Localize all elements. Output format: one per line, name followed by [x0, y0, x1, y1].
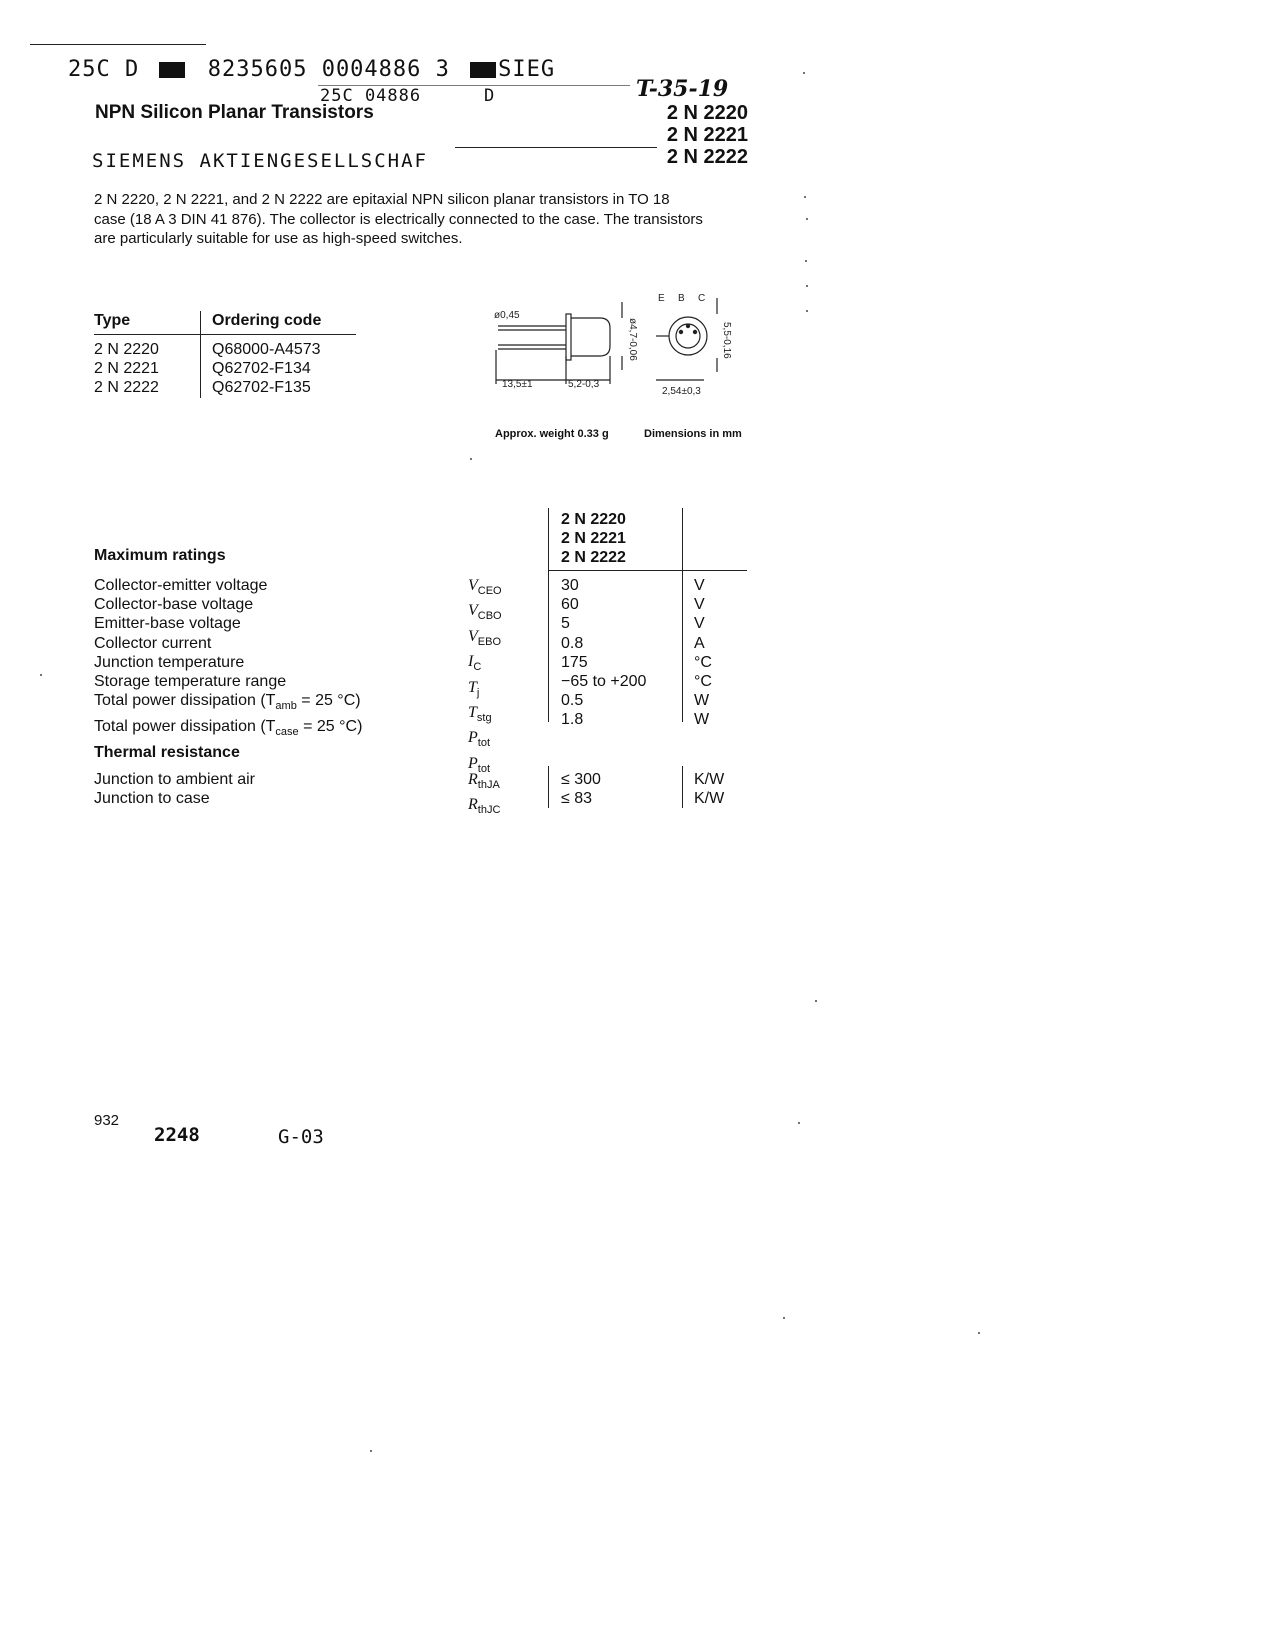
scan-speck	[370, 1450, 372, 1452]
to18-package-drawing	[488, 288, 750, 406]
scan-speck	[806, 218, 808, 220]
scan-speck	[805, 260, 807, 262]
footer-code: 2248	[154, 1124, 200, 1146]
rating-label: Collector-emitter voltage	[94, 577, 268, 594]
doc-code-part3: SIEG	[498, 57, 556, 82]
scan-speck	[40, 674, 42, 676]
max-ratings-title: Maximum ratings	[94, 547, 226, 564]
thermal-value: ≤ 83	[561, 790, 593, 808]
col-header-code: Ordering code	[212, 312, 322, 329]
thermal-labels	[94, 770, 255, 808]
scan-speck	[806, 310, 808, 312]
table-row	[94, 340, 159, 360]
thermal-symbol: $R_{thJC}$	[468, 796, 501, 817]
scan-speck	[978, 1332, 980, 1334]
rating-symbol: $T_{stg}$	[468, 703, 492, 725]
type-2n2221: 2 N 2221	[666, 124, 748, 146]
rating-value: 1.8	[561, 711, 584, 729]
table-row	[94, 378, 159, 398]
rating-label: Storage temperature range	[94, 673, 287, 691]
rating-symbol: $V_{CEO}$	[468, 577, 502, 598]
top-rule	[30, 44, 206, 45]
code-cell: Q62702-F135	[212, 379, 311, 396]
scan-speck	[798, 1122, 800, 1124]
code-cell: Q62702-F134	[212, 360, 311, 377]
rating-label: Collector current	[94, 634, 212, 652]
doc-code-part2: 8235605 0004886 3	[207, 57, 450, 82]
rating-label-power-case: Total power dissipation ($T_{case} = 25$ °C)	[94, 717, 363, 738]
scan-speck	[803, 72, 805, 74]
thermal-values	[561, 770, 601, 808]
type-cell: 2 N 2220	[94, 341, 159, 358]
rating-unit: W	[694, 692, 710, 710]
type-cell: 2 N 2222	[94, 379, 159, 396]
thermal-divider-right	[682, 766, 683, 808]
page-title: NPN Silicon Planar Transistors	[95, 102, 374, 123]
pin-b-label: B	[678, 293, 685, 304]
intro-text	[94, 190, 784, 249]
scan-speck	[783, 1317, 785, 1319]
body-length-label: 5,2-0,3	[568, 379, 600, 390]
table-rule	[94, 334, 356, 335]
code-cell: Q68000-A4573	[212, 341, 321, 358]
dimensions-note: Dimensions in mm	[644, 428, 742, 440]
col-header-type: Type	[94, 312, 131, 329]
type-2n2222: 2 N 2222	[666, 146, 748, 168]
ratings-type-header	[561, 510, 626, 567]
rating-value: 175	[561, 653, 588, 671]
rating-label: Emitter-base voltage	[94, 615, 241, 633]
table-row	[94, 359, 159, 379]
ratings-type: 2 N 2222	[561, 549, 626, 566]
redaction-block	[159, 62, 185, 78]
footer-code: G-03	[278, 1126, 324, 1148]
rating-unit: °C	[694, 673, 712, 691]
rating-value: 5	[561, 615, 570, 633]
rating-label: Collector-base voltage	[94, 596, 254, 614]
rating-symbol: $T_j$	[468, 678, 480, 699]
intro-line: case (18 A 3 DIN 41 876). The collector is electrically connected to the case. The transistors	[94, 210, 703, 228]
rating-symbol: $P_{tot}$	[468, 754, 491, 775]
ratings-divider-right	[682, 508, 683, 722]
ratings-type: 2 N 2221	[561, 530, 626, 547]
scan-speck	[804, 196, 806, 198]
intro-line: are particularly suitable for use as high-speed switches.	[94, 230, 463, 247]
rating-symbol: $I_C$	[468, 653, 482, 674]
rating-value: 60	[561, 596, 579, 614]
cap-dia-label: 5,5-0,16	[721, 322, 732, 359]
ratings-header-rule	[548, 570, 747, 571]
rating-value: −65 to +200	[561, 673, 647, 691]
weight-note: Approx. weight 0.33 g	[495, 428, 609, 440]
ratings-units	[694, 576, 712, 730]
rating-unit: °C	[694, 653, 712, 671]
type-cell: 2 N 2221	[94, 360, 159, 377]
ratings-type: 2 N 2220	[561, 511, 626, 528]
scan-speck	[470, 458, 472, 460]
thermal-units	[694, 770, 724, 808]
rating-unit: A	[694, 634, 705, 652]
table-divider	[200, 311, 201, 398]
pin-dia-label: ø0,45	[494, 310, 520, 321]
lead-length-label: 13,5±1	[502, 379, 533, 390]
page-number: 932	[94, 1112, 120, 1129]
scan-speck	[806, 285, 808, 287]
rating-unit: V	[694, 596, 705, 614]
rating-value: 0.5	[561, 692, 584, 710]
scan-speck	[815, 1000, 817, 1002]
company-name: SIEMENS AKTIENGESELLSCHAF	[92, 150, 428, 172]
rating-unit: V	[694, 615, 705, 633]
pin-e-label: E	[658, 293, 665, 304]
ratings-labels	[94, 576, 362, 742]
rating-value: 0.8	[561, 634, 584, 652]
thermal-value: ≤ 300	[561, 771, 601, 788]
ratings-values	[561, 576, 646, 730]
doc-subcode: 25C 04886	[320, 86, 422, 106]
type-list	[620, 102, 748, 168]
company-rule	[455, 147, 657, 148]
thermal-title: Thermal resistance	[94, 744, 240, 761]
type-2n2220: 2 N 2220	[666, 102, 748, 124]
thermal-label: Junction to ambient air	[94, 771, 255, 788]
thermal-symbol: $R_{thJA}$	[468, 771, 500, 792]
rating-label-power-amb: Total power dissipation ($T_{amb} = 25$ °C)	[94, 692, 361, 713]
doc-code-line	[68, 57, 555, 82]
ratings-divider-left	[548, 508, 549, 722]
rating-unit: V	[694, 577, 705, 594]
pin-c-label: C	[698, 293, 706, 304]
rating-value: 30	[561, 577, 579, 594]
thermal-unit: K/W	[694, 771, 725, 788]
thermal-label: Junction to case	[94, 790, 210, 808]
rating-symbol: $P_{tot}$	[468, 729, 491, 750]
handwritten-note: T-35-19	[636, 76, 729, 102]
redaction-block	[470, 62, 496, 78]
doc-code-part1: 25C D	[68, 57, 140, 82]
rating-label: Junction temperature	[94, 653, 245, 671]
rating-unit: W	[694, 711, 710, 729]
rating-symbol: $V_{CBO}$	[468, 602, 502, 623]
ratings-symbols	[468, 576, 502, 779]
thermal-unit: K/W	[694, 790, 725, 808]
thermal-divider-left	[548, 766, 549, 808]
thermal-symbols	[468, 770, 500, 821]
rating-symbol: $V_{EBO}$	[468, 627, 502, 648]
doc-subcode-letter: D	[484, 86, 495, 106]
pitch-label: 2,54±0,3	[662, 386, 701, 397]
intro-line: 2 N 2220, 2 N 2221, and 2 N 2222 are epitaxial NPN silicon planar transistors in TO 18	[94, 191, 670, 208]
body-dia-label: ø4,7-0,06	[627, 318, 638, 361]
